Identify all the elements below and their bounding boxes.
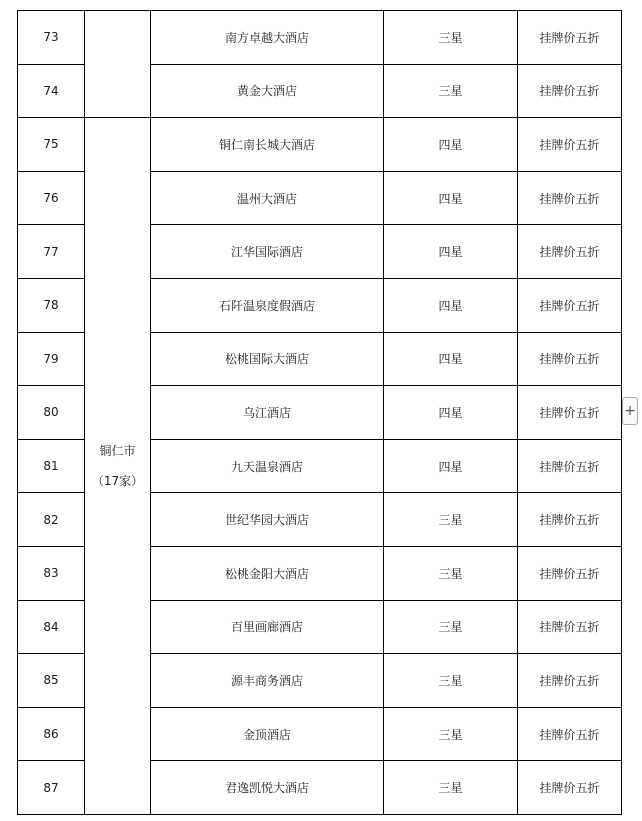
row-number: 78: [18, 278, 85, 332]
row-number: 85: [18, 654, 85, 708]
add-row-button[interactable]: [622, 397, 638, 425]
star-rating: 四星: [384, 439, 518, 493]
star-rating: 三星: [384, 546, 518, 600]
star-rating: 四星: [384, 171, 518, 225]
discount: 挂牌价五折: [518, 600, 622, 654]
star-rating: 三星: [384, 64, 518, 118]
city-count: （17家）: [91, 474, 144, 489]
row-number: 83: [18, 546, 85, 600]
discount: 挂牌价五折: [518, 493, 622, 547]
row-number: 81: [18, 439, 85, 493]
discount: 挂牌价五折: [518, 439, 622, 493]
hotel-name: 松桃金阳大酒店: [151, 546, 384, 600]
hotel-name: 金顶酒店: [151, 707, 384, 761]
row-number: 82: [18, 493, 85, 547]
hotel-name: 世纪华园大酒店: [151, 493, 384, 547]
hotel-name: 江华国际酒店: [151, 225, 384, 279]
hotel-table: [17, 10, 622, 815]
star-rating: 三星: [384, 600, 518, 654]
hotel-name: 黄金大酒店: [151, 64, 384, 118]
hotel-name: 九天温泉酒店: [151, 439, 384, 493]
star-rating: 三星: [384, 654, 518, 708]
star-rating: 四星: [384, 386, 518, 440]
hotel-name: 源丰商务酒店: [151, 654, 384, 708]
row-number: 76: [18, 171, 85, 225]
table-row: [18, 118, 622, 172]
row-number: 79: [18, 332, 85, 386]
discount: 挂牌价五折: [518, 386, 622, 440]
hotel-name: 石阡温泉度假酒店: [151, 278, 384, 332]
city-cell: [85, 118, 151, 815]
star-rating: 四星: [384, 225, 518, 279]
row-number: 73: [18, 11, 85, 65]
star-rating: 四星: [384, 118, 518, 172]
hotel-name: 南方卓越大酒店: [151, 11, 384, 65]
star-rating: 三星: [384, 493, 518, 547]
discount: 挂牌价五折: [518, 11, 622, 65]
hotel-name: 乌江酒店: [151, 386, 384, 440]
discount: 挂牌价五折: [518, 654, 622, 708]
row-number: 75: [18, 118, 85, 172]
discount: 挂牌价五折: [518, 278, 622, 332]
discount: 挂牌价五折: [518, 118, 622, 172]
star-rating: 三星: [384, 707, 518, 761]
plus-icon: +: [624, 403, 636, 419]
star-rating: 四星: [384, 332, 518, 386]
row-number: 84: [18, 600, 85, 654]
star-rating: 三星: [384, 761, 518, 815]
row-number: 74: [18, 64, 85, 118]
star-rating: 三星: [384, 11, 518, 65]
city-name: 铜仁市: [99, 444, 136, 459]
discount: 挂牌价五折: [518, 332, 622, 386]
row-number: 77: [18, 225, 85, 279]
hotel-name: 铜仁南长城大酒店: [151, 118, 384, 172]
discount: 挂牌价五折: [518, 64, 622, 118]
row-number: 86: [18, 707, 85, 761]
hotel-name: 松桃国际大酒店: [151, 332, 384, 386]
star-rating: 四星: [384, 278, 518, 332]
discount: 挂牌价五折: [518, 761, 622, 815]
hotel-name: 百里画廊酒店: [151, 600, 384, 654]
city-cell-previous: [85, 11, 151, 118]
hotel-name: 温州大酒店: [151, 171, 384, 225]
row-number: 80: [18, 386, 85, 440]
discount: 挂牌价五折: [518, 171, 622, 225]
table-row: [18, 11, 622, 65]
hotel-name: 君逸凯悦大酒店: [151, 761, 384, 815]
row-number: 87: [18, 761, 85, 815]
discount: 挂牌价五折: [518, 225, 622, 279]
discount: 挂牌价五折: [518, 707, 622, 761]
discount: 挂牌价五折: [518, 546, 622, 600]
